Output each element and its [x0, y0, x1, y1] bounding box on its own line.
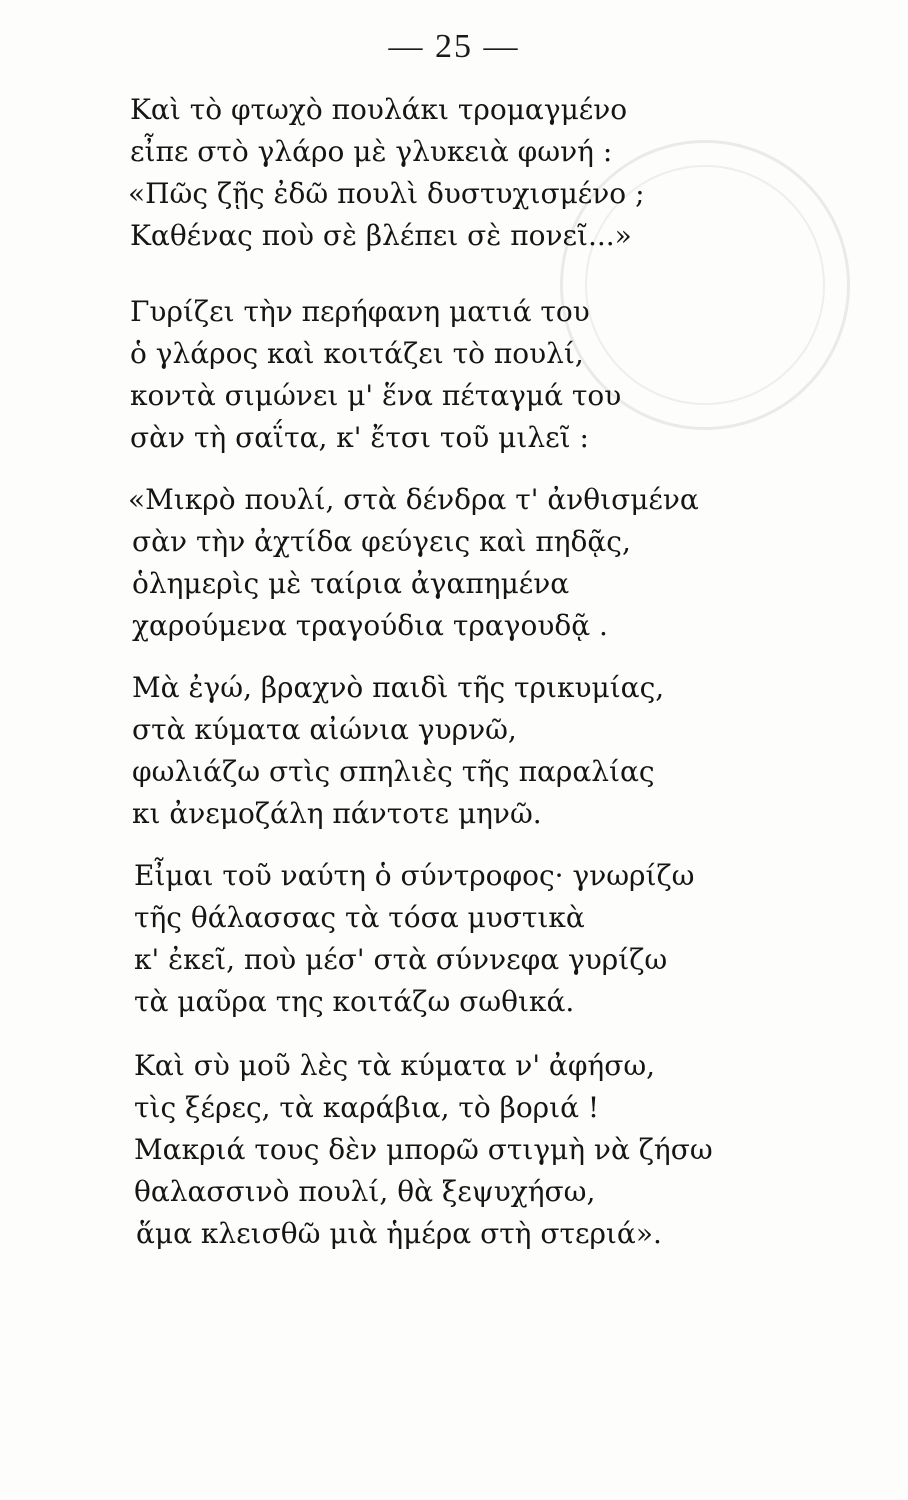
poem-line: Εἶμαι τοῦ ναύτη ὁ σύντροφος· γνωρίζω: [134, 859, 695, 892]
poem-line: εἶπε στὸ γλάρο μὲ γλυκειὰ φωνή :: [130, 135, 613, 168]
poem-line: θαλασσινὸ πουλί, θὰ ξεψυχήσω,: [134, 1175, 596, 1208]
poem-line: «Πῶς ζῇς ἐδῶ πουλὶ δυστυχισμένο ;: [128, 177, 645, 210]
poem-line: στὰ κύματα αἰώνια γυρνῶ,: [132, 713, 517, 746]
poem-line: Μακριά τους δὲν μπορῶ στιγμὴ νὰ ζήσω: [134, 1133, 713, 1166]
poem-line: ὁλημερὶς μὲ ταίρια ἀγαπημένα: [132, 567, 570, 600]
poem-line: Καθένας ποὺ σὲ βλέπει σὲ πονεῖ...»: [130, 219, 632, 252]
poem-line: τῆς θάλασσας τὰ τόσα μυστικὰ: [134, 901, 585, 934]
poem-line: κι ἀνεμοζάλη πάντοτε μηνῶ.: [132, 797, 542, 830]
poem-line: Γυρίζει τὴν περήφανη ματιά του: [130, 295, 590, 328]
poem-line: τὶς ξέρες, τὰ καράβια, τὸ βοριά !: [134, 1091, 600, 1124]
poem-line: χαρούμενα τραγούδια τραγουδᾷ .: [132, 609, 608, 642]
poem-line: τὰ μαῦρα της κοιτάζω σωθικά.: [134, 985, 575, 1018]
poem-line: κ' ἐκεῖ, ποὺ μέσ' στὰ σύννεφα γυρίζω: [134, 943, 668, 976]
page-number: — 25 —: [388, 28, 520, 65]
poem-line: σὰν τὴν ἀχτίδα φεύγεις καὶ πηδᾷς,: [132, 525, 631, 558]
poem-line: ἅμα κλεισθῶ μιὰ ἡμέρα στὴ στεριά».: [136, 1217, 662, 1250]
poem-line: Καὶ σὺ μοῦ λὲς τὰ κύματα ν' ἀφήσω,: [134, 1049, 656, 1082]
poem-line: Καὶ τὸ φτωχὸ πουλάκι τρομαγμένο: [130, 93, 628, 126]
poem-line: ὁ γλάρος καὶ κοιτάζει τὸ πουλί,: [130, 337, 584, 370]
poem-line: Μὰ ἐγώ, βραχνὸ παιδὶ τῆς τρικυμίας,: [132, 671, 665, 704]
poem-line: φωλιάζω στὶς σπηλιὲς τῆς παραλίας: [132, 755, 655, 788]
poem-line: σὰν τὴ σαΐτα, κ' ἔτσι τοῦ μιλεῖ :: [130, 421, 589, 454]
poem-line: «Μικρὸ πουλί, στὰ δένδρα τ' ἀνθισμένα: [128, 483, 699, 516]
poem-line: κοντὰ σιμώνει μ' ἕνα πέταγμά του: [130, 379, 622, 412]
